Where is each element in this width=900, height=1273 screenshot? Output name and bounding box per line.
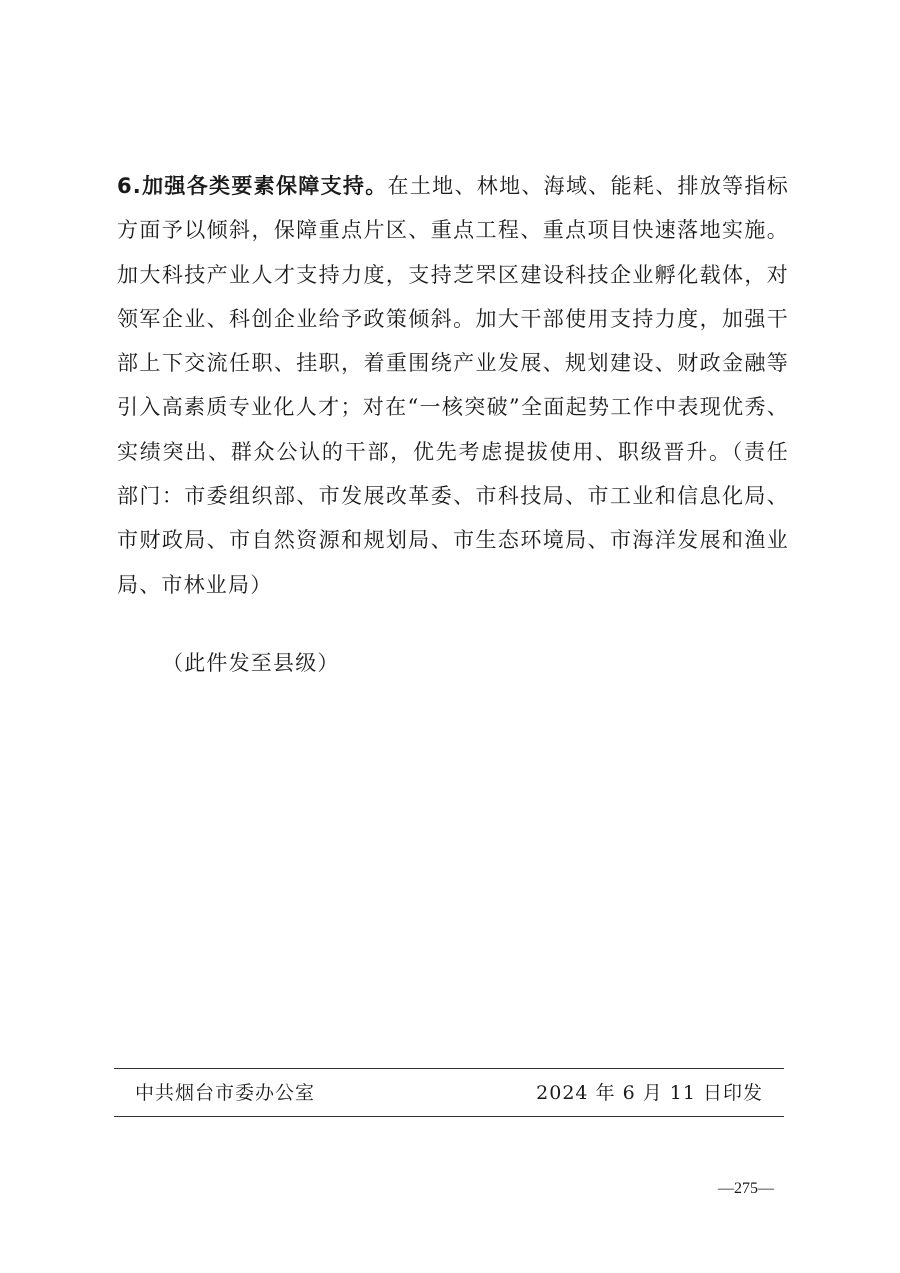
footer-issue-date: 2024 年 6 月 11 日印发: [536, 1082, 763, 1104]
item-6-heading: 6.加强各类要素保障支持。: [117, 174, 388, 198]
distribution-note: （此件发至县级）: [162, 651, 340, 675]
item-6-body: 在土地、林地、海域、能耗、排放等指标方面予以倾斜，保障重点片区、重点工程、重点项目快速落地实施。加大科技产业人才支持力度，支持芝罘区建设科技企业孵化载体，对领军企业、科创企业给予政策倾斜。加大干部使用支持力度，加强干部上下交流任职、挂职，着重围绕产业发展、规划建设、财政金融等引入高素质专业化人才；对在“一核突破”全面起势工作中表现优秀、实绩突出、群众公认的干部，优先考虑提拔使用、职级晋升。（责任部门：市委组织部、市发展改革委、市科技局、市工业和信息化局、市财政局、市自然资源和规划局、市生态环境局、市海洋发展和渔业局、市林业局）: [117, 174, 789, 597]
page-number: —275—: [718, 1180, 774, 1197]
item-6-paragraph: [117, 164, 789, 607]
footer-issuer: 中共烟台市委办公室: [135, 1082, 316, 1104]
footer-bottom-rule: [114, 1116, 784, 1117]
footer-top-rule: [114, 1068, 784, 1069]
